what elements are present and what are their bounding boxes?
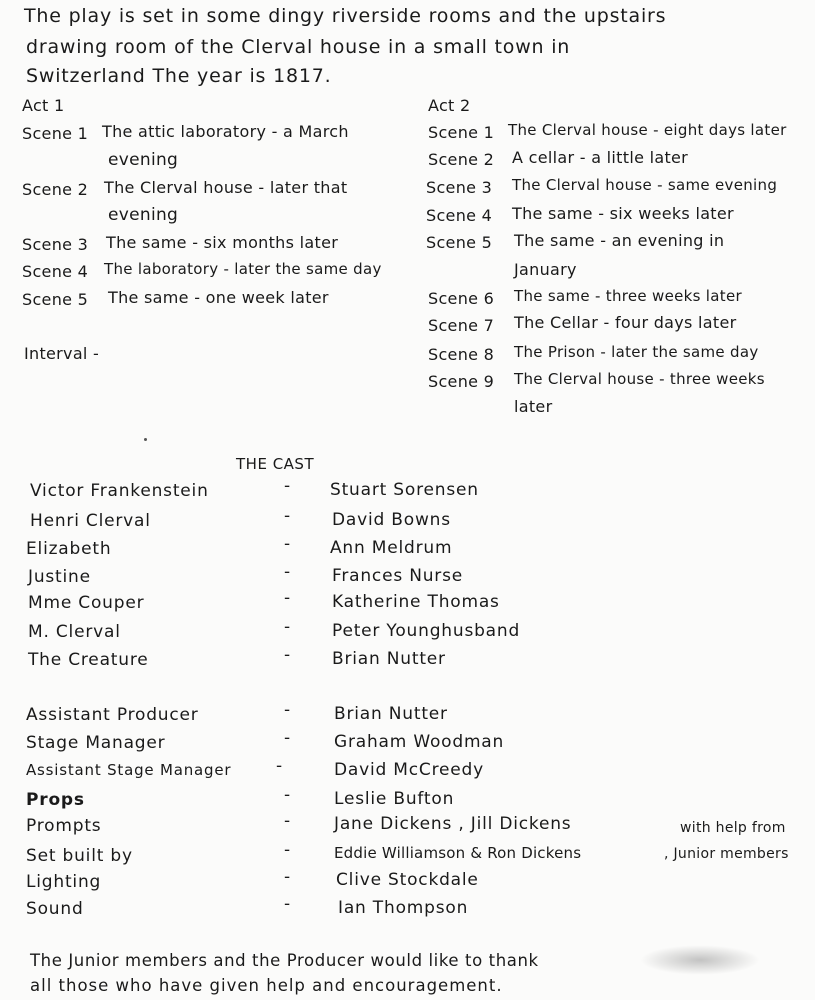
intro-line-3: Switzerland The year is 1817. — [26, 65, 332, 87]
crew-member: David McCreedy — [334, 760, 484, 780]
act1-scene3-text: The same - six months later — [106, 233, 339, 252]
interval-label: Interval - — [24, 344, 100, 363]
cast-dash: - — [284, 476, 291, 496]
act1-heading: Act 1 — [22, 96, 65, 115]
crew-member: Brian Nutter — [334, 704, 448, 724]
act1-scene2-label: Scene 2 — [22, 180, 89, 199]
act2-scene5-text: The same - an evening in — [514, 231, 725, 250]
cast-role: The Creature — [28, 650, 149, 670]
crew-member: Graham Woodman — [334, 732, 505, 752]
crew-dash: - — [284, 728, 291, 748]
act1-scene4-text: The laboratory - later the same day — [104, 260, 382, 278]
cast-dash: - — [284, 506, 291, 526]
act2-scene3-label: Scene 3 — [426, 178, 493, 197]
help-note-members: , Junior members — [664, 846, 789, 862]
act1-scene1-label: Scene 1 — [22, 124, 89, 143]
crew-member: Ian Thompson — [338, 898, 469, 918]
act1-scene5-label: Scene 5 — [22, 290, 89, 309]
act2-scene3-text: The Clerval house - same evening — [512, 176, 778, 194]
crew-role: Stage Manager — [26, 733, 166, 753]
act2-scene6-text: The same - three weeks later — [514, 287, 742, 305]
crew-role: Sound — [26, 899, 84, 919]
act1-scene2-text: The Clerval house - later that — [104, 178, 348, 197]
crew-dash: - — [284, 700, 291, 720]
cast-actor: David Bowns — [332, 510, 451, 530]
act1-scene3-label: Scene 3 — [22, 235, 89, 254]
cast-role: M. Clerval — [28, 622, 121, 642]
crew-dash: - — [276, 756, 283, 776]
cast-dash: - — [284, 534, 291, 554]
intro-line-1: The play is set in some dingy riverside rooms and the upstairs — [24, 5, 667, 27]
act2-scene9-cont: later — [514, 397, 553, 416]
crew-dash: - — [284, 894, 291, 914]
cast-actor: Katherine Thomas — [332, 592, 500, 612]
cast-dash: - — [284, 617, 291, 637]
crew-member: Eddie Williamson & Ron Dickens — [334, 844, 582, 862]
crew-dash: - — [284, 811, 291, 831]
crew-member: Jane Dickens , Jill Dickens — [334, 814, 572, 834]
ink-dot — [144, 438, 147, 441]
cast-role: Henri Clerval — [30, 511, 151, 531]
thanks-line-2: all those who have given help and encouragement. — [30, 976, 503, 995]
act2-scene7-label: Scene 7 — [428, 316, 495, 335]
crew-role: Lighting — [26, 872, 102, 892]
act2-scene8-label: Scene 8 — [428, 345, 495, 364]
cast-actor: Frances Nurse — [332, 566, 463, 586]
crew-member: Clive Stockdale — [336, 870, 479, 890]
crew-role: Assistant Stage Manager — [26, 761, 232, 779]
cast-role: Justine — [28, 567, 91, 587]
crew-member: Leslie Bufton — [334, 789, 455, 809]
cast-role: Elizabeth — [26, 539, 112, 559]
act1-scene1-cont: evening — [108, 150, 179, 170]
thanks-line-1: The Junior members and the Producer would like to thank — [30, 951, 539, 970]
act2-scene5-cont: January — [514, 260, 577, 279]
cast-actor: Brian Nutter — [332, 649, 446, 669]
crew-dash: - — [284, 867, 291, 887]
act1-scene2-cont: evening — [108, 205, 179, 225]
act2-scene1-label: Scene 1 — [428, 123, 495, 142]
cast-actor: Stuart Sorensen — [330, 480, 479, 500]
act2-scene6-label: Scene 6 — [428, 289, 495, 308]
crew-role: Prompts — [26, 816, 102, 836]
crew-role: Set built by — [26, 846, 133, 866]
act2-scene9-label: Scene 9 — [428, 372, 495, 391]
act2-scene4-text: The same - six weeks later — [512, 204, 734, 223]
act2-scene4-label: Scene 4 — [426, 206, 493, 225]
paper-smudge — [640, 945, 760, 975]
cast-role: Mme Couper — [28, 593, 145, 613]
cast-dash: - — [284, 562, 291, 582]
crew-dash: - — [284, 840, 291, 860]
crew-role: Props — [26, 790, 85, 810]
act2-scene5-label: Scene 5 — [426, 233, 493, 252]
act1-scene1-text: The attic laboratory - a March — [102, 122, 349, 141]
act2-scene1-text: The Clerval house - eight days later — [508, 121, 787, 139]
cast-dash: - — [284, 645, 291, 665]
act1-scene4-label: Scene 4 — [22, 262, 89, 281]
act2-scene7-text: The Cellar - four days later — [514, 313, 737, 332]
cast-role: Victor Frankenstein — [30, 481, 209, 501]
cast-actor: Ann Meldrum — [330, 538, 453, 558]
act2-scene9-text: The Clerval house - three weeks — [514, 370, 765, 388]
act1-scene5-text: The same - one week later — [108, 288, 329, 307]
act2-scene2-label: Scene 2 — [428, 150, 495, 169]
cast-actor: Peter Younghusband — [332, 621, 521, 641]
intro-line-2: drawing room of the Clerval house in a small town in — [26, 36, 571, 58]
crew-dash: - — [284, 785, 291, 805]
crew-role: Assistant Producer — [26, 705, 199, 725]
help-note: with help from — [680, 820, 786, 836]
cast-dash: - — [284, 588, 291, 608]
cast-heading: THE CAST — [236, 455, 315, 473]
act2-heading: Act 2 — [428, 96, 471, 115]
act2-scene2-text: A cellar - a little later — [512, 148, 689, 167]
act2-scene8-text: The Prison - later the same day — [514, 343, 759, 361]
